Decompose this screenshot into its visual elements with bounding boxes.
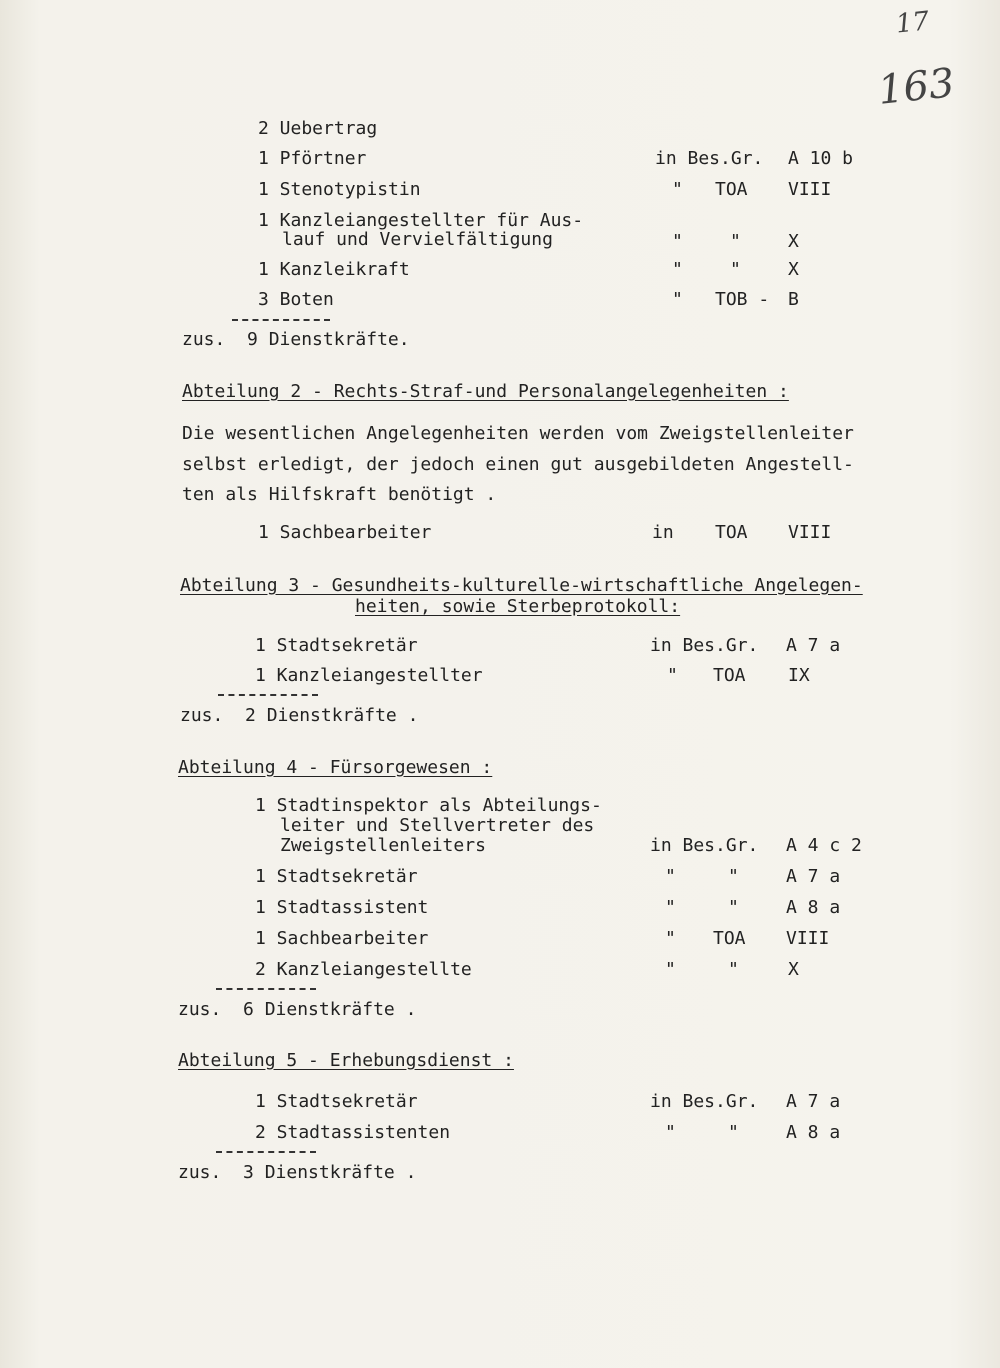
row-col2: " (728, 866, 739, 887)
row-col3: VIII (788, 179, 832, 200)
row-col1: " (672, 289, 683, 310)
row-item-cont: lauf und Vervielfältigung (282, 229, 553, 250)
row-col1: " (665, 959, 676, 980)
row-col3: A 8 a (786, 897, 841, 918)
sum-divider (218, 694, 318, 696)
row-item: 1 Stadtinspektor als Abteilungs- (255, 795, 602, 816)
handwritten-top-mark: 17 (894, 6, 931, 40)
row-col3: X (788, 959, 799, 980)
sum-divider (216, 1151, 316, 1153)
row-col2: TOA (715, 179, 748, 200)
row-item: 1 Stadtsekretär (255, 635, 418, 656)
row-item: 1 Kanzleikraft (258, 259, 410, 280)
row-col3: A 7 a (786, 635, 841, 656)
sum-divider (216, 988, 316, 990)
paragraph-line: selbst erledigt, der jedoch einen gut ausgebildeten Angestell- (182, 454, 854, 475)
row-col1: " (667, 665, 678, 686)
section-total: zus. 6 Dienstkräfte . (178, 999, 417, 1020)
row-col3: X (788, 259, 799, 280)
row-col2: " (730, 259, 741, 280)
row-col3: A 7 a (786, 866, 841, 887)
row-col2: TOA (713, 665, 746, 686)
row-col3: VIII (786, 928, 830, 949)
row-item-cont: Zweigstellenleiters (280, 835, 486, 856)
row-col2: " (728, 1122, 739, 1143)
row-item: 2 Stadtassistenten (255, 1122, 451, 1143)
row-item: 1 Kanzleiangestellter (255, 665, 483, 686)
row-col1: in (652, 522, 674, 543)
section-total: zus. 2 Dienstkräfte . (180, 705, 419, 726)
row-item: 1 Pförtner (258, 148, 367, 169)
row-item: 2 Kanzleiangestellte (255, 959, 472, 980)
row-col1: " (672, 231, 683, 252)
section-heading-cont: heiten, sowie Sterbeprotokoll: (355, 596, 681, 617)
row-col2: TOB - (715, 289, 770, 310)
row-col3: B (788, 289, 799, 310)
row-col3: A 4 c 2 (786, 835, 862, 856)
row-item: 1 Stenotypistin (258, 179, 421, 200)
row-item: 1 Sachbearbeiter (258, 522, 432, 543)
row-col3: IX (788, 665, 810, 686)
section-heading: Abteilung 4 - Fürsorgewesen : (178, 757, 493, 778)
row-item: 1 Kanzleiangestellter für Aus- (258, 210, 584, 231)
row-col2: TOA (715, 522, 748, 543)
row-col1: " (672, 259, 683, 280)
row-col1: in Bes.Gr. (650, 835, 759, 856)
paragraph-line: ten als Hilfskraft benötigt . (182, 484, 497, 505)
row-item: 1 Sachbearbeiter (255, 928, 429, 949)
section-total: zus. 9 Dienstkräfte. (182, 329, 410, 350)
row-col1: in Bes.Gr. (650, 635, 759, 656)
row-col1: in Bes.Gr. (655, 148, 764, 169)
row-col2: " (728, 897, 739, 918)
row-col1: in Bes.Gr. (650, 1091, 759, 1112)
row-item-cont: leiter und Stellvertreter des (280, 815, 595, 836)
row-col1: " (665, 897, 676, 918)
row-col1: " (672, 179, 683, 200)
row-item: 1 Stadtassistent (255, 897, 429, 918)
paragraph-line: Die wesentlichen Angelegenheiten werden vom Zweigstellenleiter (182, 423, 854, 444)
section-heading: Abteilung 2 - Rechts-Straf-und Personalangelegenheiten : (182, 381, 789, 402)
row-col1: " (665, 928, 676, 949)
section-total: zus. 3 Dienstkräfte . (178, 1162, 417, 1183)
section-heading: Abteilung 3 - Gesundheits-kulturelle-wirtschaftliche Angelegen- (180, 575, 863, 596)
handwritten-page-number: 163 (875, 60, 957, 114)
row-col3: X (788, 231, 799, 252)
row-item: 1 Stadtsekretär (255, 1091, 418, 1112)
row-col2: " (728, 959, 739, 980)
section-heading: Abteilung 5 - Erhebungsdienst : (178, 1050, 514, 1071)
row-item: 2 Uebertrag (258, 118, 378, 139)
row-col3: A 10 b (788, 148, 854, 169)
row-col2: " (730, 231, 741, 252)
row-col3: VIII (788, 522, 832, 543)
sum-divider (232, 319, 330, 321)
row-col1: " (665, 866, 676, 887)
row-col2: TOA (713, 928, 746, 949)
row-col1: " (665, 1122, 676, 1143)
row-item: 3 Boten (258, 289, 334, 310)
row-col3: A 8 a (786, 1122, 841, 1143)
row-item: 1 Stadtsekretär (255, 866, 418, 887)
row-col3: A 7 a (786, 1091, 841, 1112)
